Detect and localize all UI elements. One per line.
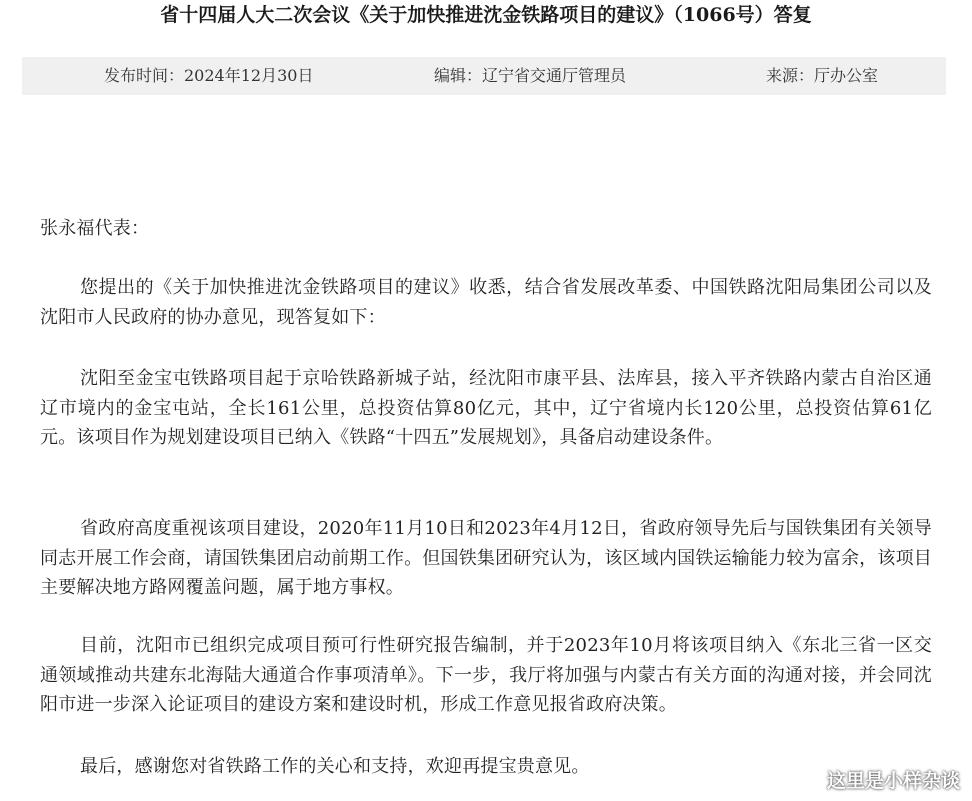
editor: 编辑：辽宁省交通厅管理员	[434, 66, 627, 85]
watermark: 这里是小样杂谈	[826, 770, 960, 792]
greeting: 张永福代表：	[40, 218, 150, 239]
paragraph: 您提出的《关于加快推进沈金铁路项目的建议》收悉，结合省发展改革委、中国铁路沈阳局集团公司以及沈阳市人民政府的协办意见，现答复如下：	[40, 277, 932, 328]
paragraph: 最后，感谢您对省铁路工作的关心和支持，欢迎再提宝贵意见。	[80, 756, 590, 777]
paragraph: 省政府高度重视该项目建设，2020年11月10日和2023年4月12日，省政府领导先后与国铁集团有关领导同志开展工作会商，请国铁集团启动前期工作。但国铁集团研究认为，该区域内国铁运输能力较为富余，该项目主要解决地方路网覆盖问题，属于地方事权。	[40, 518, 932, 598]
meta-bar	[22, 57, 946, 95]
paragraph: 沈阳至金宝屯铁路项目起于京哈铁路新城子站，经沈阳市康平县、法库县，接入平齐铁路内蒙古自治区通辽市境内的金宝屯站，全长161公里，总投资估算80亿元，其中，辽宁省境内长120公里，总投资估算61亿元。该项目作为规划建设项目已纳入《铁路“十四五”发展规划》，具备启动建设条件。	[40, 368, 932, 448]
document-title: 省十四届人大二次会议《关于加快推进沈金铁路项目的建议》（1066号）答复	[160, 4, 812, 26]
publish-date: 发布时间：2024年12月30日	[104, 66, 314, 85]
source: 来源：厅办公室	[766, 66, 879, 85]
paragraph: 目前，沈阳市已组织完成项目预可行性研究报告编制，并于2023年10月将该项目纳入《东北三省一区交通领域推动共建东北海陆大通道合作事项清单》。下一步，我厅将加强与内蒙古有关方面的沟通对接，并会同沈阳市进一步深入论证项目的建设方案和建设时机，形成工作意见报省政府决策。	[40, 635, 932, 715]
